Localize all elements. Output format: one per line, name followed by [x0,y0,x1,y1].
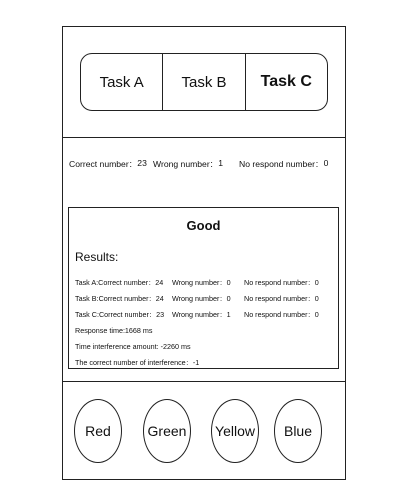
summary-wrong-value: 1 [218,158,224,168]
result-row-task-a [75,278,319,288]
result-wrong: Wrong number：0 [172,294,231,303]
summary-correct-value: 23 [137,158,147,168]
result-no-respond: No respond number：0 [244,294,319,303]
result-wrong: Wrong number：0 [172,278,231,287]
summary-correct [69,158,153,170]
tab-task-a[interactable]: Task A [99,73,144,91]
result-task-name: Task A: [75,278,99,287]
summary-no-respond-label: No respond number： [239,159,324,169]
result-no-respond: No respond number：0 [244,278,319,287]
summary-line [69,158,345,170]
result-no-respond: No respond number：0 [244,310,319,319]
red-button[interactable]: Red [74,399,122,463]
result-wrong: Wrong number：1 [172,310,231,319]
results-panel [68,207,339,369]
app-frame [62,26,346,480]
task-tab-bar [80,53,328,111]
summary-correct-label: Correct number： [69,159,138,169]
interference-correct: The correct number of interference：-1 [75,358,200,367]
tab-task-c[interactable]: Task C [245,54,327,110]
divider-top [63,137,345,138]
result-row-task-b [75,294,319,304]
results-title: Good [186,218,221,233]
summary-no-respond [239,158,328,170]
result-task-name: Task B: [75,294,99,303]
summary-no-respond-value: 0 [323,158,329,168]
yellow-button[interactable]: Yellow [211,399,259,463]
result-correct: Correct number：24 [98,294,164,303]
result-row-task-c [75,310,319,320]
divider-bottom [63,381,345,382]
response-time: Response time:1668 ms [75,326,153,335]
time-interference: Time interference amount: -2260 ms [75,342,191,351]
results-label: Results: [75,250,119,264]
result-correct: Correct number：23 [98,310,165,319]
blue-button[interactable]: Blue [274,399,322,463]
result-correct: Correct number：24 [98,278,164,287]
tab-task-b[interactable]: Task B [162,54,244,110]
green-button[interactable]: Green [143,399,191,463]
summary-wrong-label: Wrong number： [153,159,219,169]
color-button-row [63,399,345,469]
summary-wrong [153,158,239,170]
result-task-name: Task C: [75,310,99,319]
